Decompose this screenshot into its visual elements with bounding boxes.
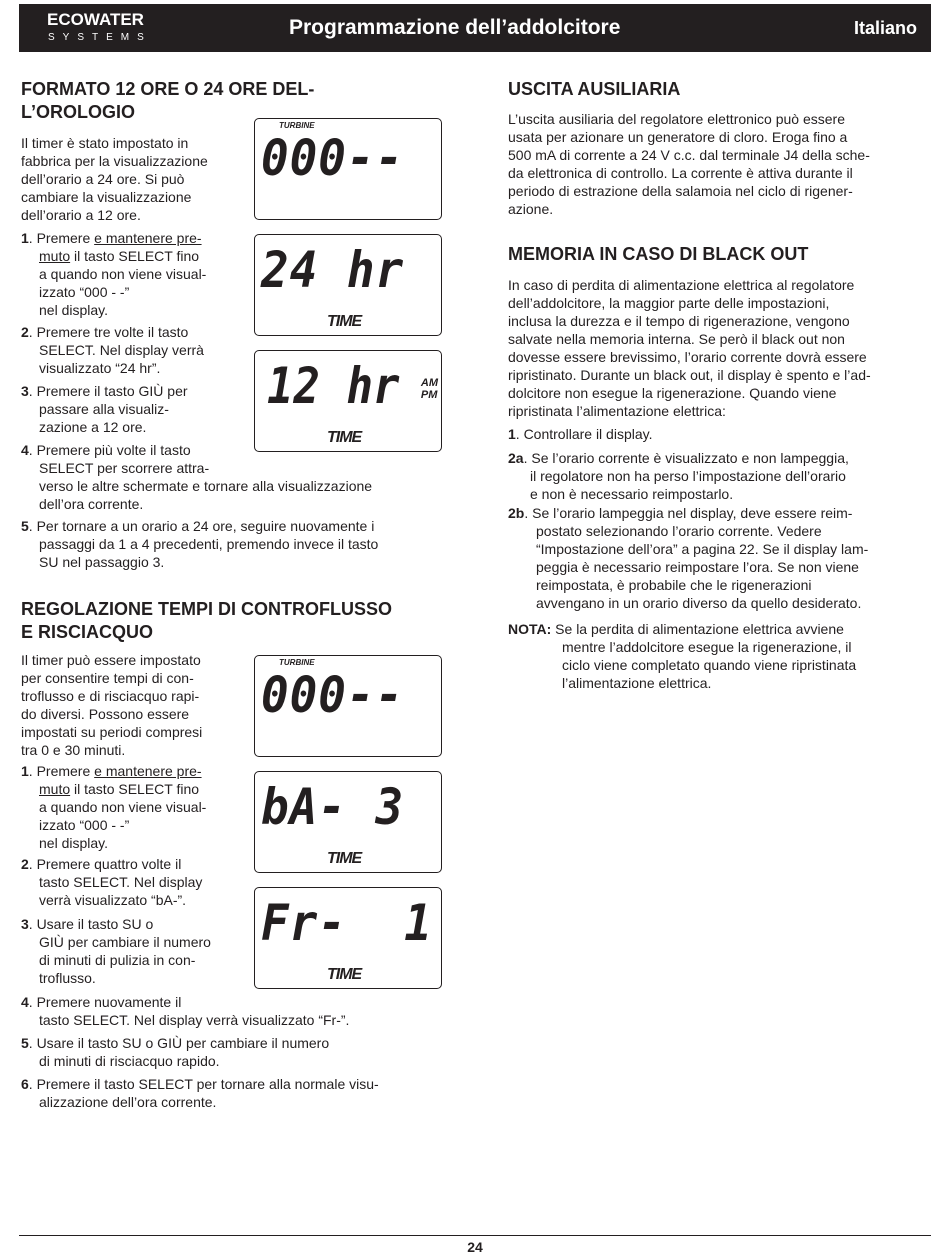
section-title-aux-output: USCITA AUSILIARIA <box>508 79 681 99</box>
lcd-display-turbine-2 <box>254 655 442 757</box>
am-pm-indicator: AM PM <box>420 377 438 401</box>
lcd-readout: 24 hr <box>261 241 405 299</box>
aux-output-text: L’uscita ausiliaria del regolatore elettronico può essere usata per azionare un generatore di cloro. Eroga fino a 500 mA di corrente a 24 V c.c. dal terminale J4 della sche- da elettronica di controllo. La corrente è attiva durante il periodo di estrazione della salamoia nel ciclo di rigener- azione. <box>508 111 870 217</box>
lcd-display-backwash <box>254 771 442 873</box>
backwash-intro: Il timer può essere impostato per consentire tempi di con- troflusso e di risciacquo rapi- do diversi. Possono essere impostati su periodi compresi tra 0 e 30 minuti. <box>21 652 203 758</box>
page-title: Programmazione dell’addolcitore <box>289 16 621 39</box>
lcd-readout: 000-- <box>261 666 405 724</box>
section-title-blackout: MEMORIA IN CASO DI BLACK OUT <box>508 244 809 264</box>
backwash-step-5: 5. Usare il tasto SU o GIÙ per cambiare il numero di minuti di risciacquo rapido. <box>21 1035 330 1069</box>
backwash-step-2: 2. Premere quattro volte il tasto SELECT. Nel display verrà visualizzato “bA-”. <box>21 856 203 908</box>
clock-step-4: 4. Premere più volte il tasto SELECT per scorrere attra- verso le altre schermate e tornare alla visualizzazione dell’ora corrente. <box>21 442 373 512</box>
turbine-label: TURBINE <box>279 658 315 667</box>
section-title-backwash: REGOLAZIONE TEMPI DI CONTROFLUSSO E RISCIACQUO <box>21 599 393 642</box>
page-number: 24 <box>467 1239 483 1254</box>
lcd-display-turbine <box>254 118 442 220</box>
brand-subtitle: SYSTEMS <box>48 32 152 43</box>
backwash-step-6: 6. Premere il tasto SELECT per tornare alla normale visu- alizzazione dell’ora corrente. <box>21 1076 379 1110</box>
section-title-clock-format: FORMATO 12 ORE O 24 ORE DEL- L’OROLOGIO <box>21 79 315 122</box>
backwash-step-4: 4. Premere nuovamente il tasto SELECT. Nel display verrà visualizzato “Fr-”. <box>21 994 350 1028</box>
footer-divider <box>19 1235 931 1236</box>
blackout-text: In caso di perdita di alimentazione elettrica al regolatore dell’addolcitore, la maggior parte delle impostazioni, inclusa la durezza e il tempo di rigenerazione, vengono salvate nella memoria interna. Se però il black out non dovesse essere brevissimo, l’orario corrente dovrà essere ripristinato. Durante un black out, il display è spento e l’ad- dolcitore non esegue la rigenerazione. Quando viene ripristinata l’alimentazione elettrica: <box>508 277 871 419</box>
language-label: Italiano <box>853 18 917 38</box>
lcd-readout: 000-- <box>261 129 405 187</box>
lcd-display-24hr <box>254 234 442 336</box>
lcd-readout: 12 hr <box>267 357 400 415</box>
backwash-step-3: 3. Usare il tasto SU o GIÙ per cambiare il numero di minuti di pulizia in con- troflusso. <box>21 916 211 986</box>
time-label: TIME <box>327 966 362 983</box>
blackout-note: NOTA: Se la perdita di alimentazione elettrica avviene mentre l’addolcitore esegue la rigenerazione, il ciclo viene completato quando viene ripristinata l’alimentazione elettrica. <box>508 621 857 691</box>
blackout-step-2b: 2b. Se l’orario lampeggia nel display, deve essere reim- postato selezionando l’orario corrente. Vedere “Impostazione dell’ora” a pagina 22. Se il display lam- peggia è necessario reimpostare l’ora. Se non viene reimpostata, è probabile che le rigenerazioni avvengano in un orario diverso da quello desiderato. <box>508 505 869 611</box>
lcd-display-12hr <box>254 350 442 452</box>
brand-logo: ECOWATER <box>47 10 144 29</box>
time-label: TIME <box>327 429 362 446</box>
blackout-step-1: 1. Controllare il display. <box>508 426 653 442</box>
header-bar <box>19 4 931 52</box>
time-label: TIME <box>327 850 362 867</box>
clock-step-5: 5. Per tornare a un orario a 24 ore, seguire nuovamente i passaggi da 1 a 4 precedenti, premendo invece il tasto SU nel passaggio 3. <box>21 518 379 570</box>
turbine-label: TURBINE <box>279 121 315 130</box>
clock-step-1: 1. Premere e mantenere pre- muto il tasto SELECT fino a quando non viene visual- izzato “000 - -” nel display. <box>21 230 207 318</box>
blackout-step-2a: 2a. Se l’orario corrente è visualizzato e non lampeggia, il regolatore non ha perso l’impostazione dell’orario e non è necessario reimpostarlo. <box>508 450 849 502</box>
clock-step-3: 3. Premere il tasto GIÙ per passare alla visualiz- zazione a 12 ore. <box>21 383 188 435</box>
clock-step-2: 2. Premere tre volte il tasto SELECT. Nel display verrà visualizzato “24 hr”. <box>21 324 204 376</box>
lcd-readout: Fr- 1 <box>261 894 433 952</box>
backwash-step-1: 1. Premere e mantenere pre- muto il tasto SELECT fino a quando non viene visual- izzato “000 - -” nel display. <box>21 763 207 851</box>
time-label: TIME <box>327 313 362 330</box>
lcd-display-rinse <box>254 887 442 989</box>
lcd-readout: bA- 3 <box>261 778 405 836</box>
clock-format-intro: Il timer è stato impostato in fabbrica per la visualizzazione dell’orario a 24 ore. Si può cambiare la visualizzazione dell’orario a 12 ore. <box>21 135 208 223</box>
